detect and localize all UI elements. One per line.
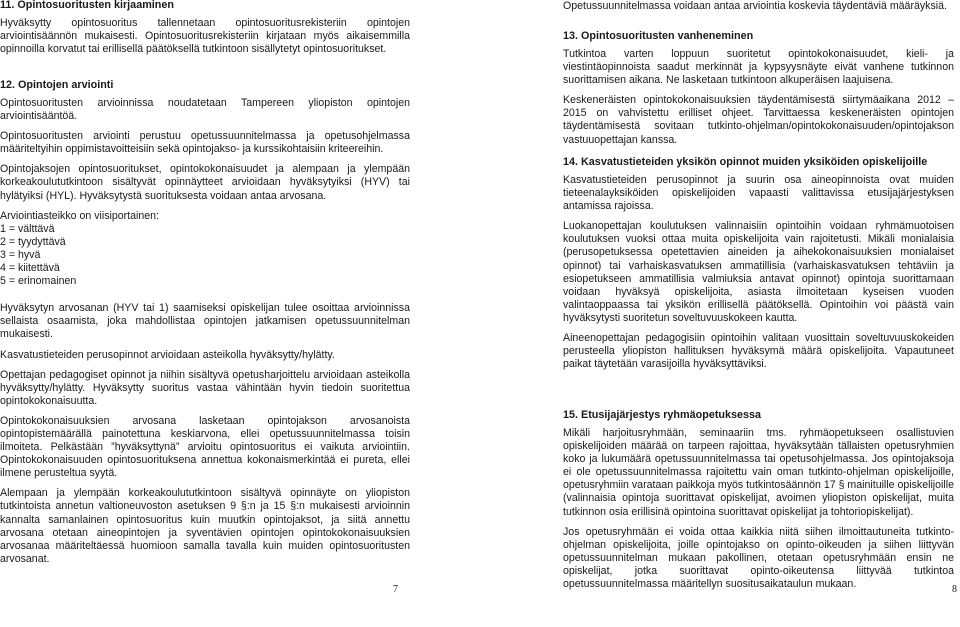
section-12-paragraph: Opintosuoritusten arvioinnissa noudatetaan Tampereen yliopiston opintojen arviointisääntöä. [0,97,410,123]
section-12-paragraph: Opintojaksojen opintosuoritukset, opintokokonaisuudet ja alempaan ja ylempään korkeakoulututkintoon sisältyvät opinnäytteet arvioidaan hyväksytyiksi (HYV) tai hylätyiksi (HYL). Hyväksytystä suorituksesta voidaan antaa arvosana. [0,163,410,202]
section-13-heading: 13. Opintosuoritusten vanheneminen [563,30,754,42]
section-13-paragraph: Tutkintoa varten loppuun suoritetut opintokokonaisuudet, kieli- ja viestintäopinnoista saadut merkinnät ja kypsyysnäyte eivät vanhene tutkinnon suorittamisen aikana. Ne lasketaan tutkintoon alkuperäisen laajuisena. [563,48,954,87]
section-15 [563,409,954,598]
section-12-paragraph: Kasvatustieteiden perusopinnot arvioidaan asteikolla hyväksytty/hylätty. [0,348,335,361]
section-12-paragraph: Hyväksytyn arvosanan (HYV tai 1) saamiseksi opiskelijan tulee osoittaa arvioinnissa sellaista osaamista, joka mahdollistaa opintojen jatkamisen opetussuunnitelman mukaisesti. [0,302,410,341]
section-14-heading: 14. Kasvatustieteiden yksikön opinnot muiden yksiköiden opiskelijoille [563,156,928,168]
section-11-paragraph: Hyväksytty opintosuoritus tallennetaan opintosuoritusrekisteriin opintojen arviointisäännön mukaisesti. Opintosuoritusrekisteriin kirjataan myös aikaisemmilla opinnoilla korvatut tai erillisellä päätöksellä tutkintoon sisällytetyt opintosuoritukset. [0,17,410,56]
section-13-paragraph: Keskeneräisten opintokokonaisuuksien täydentämisestä siirtymäaikana 2012 – 2015 on vahvistettu erilliset ohjeet. Tarvittaessa keskeneräisten opintojen täydentämisestä sovitaan tutkinto-ohjelman/opintokokonaisuuden/opintojakson vastuuopettajan kanssa. [563,94,954,146]
grading-scale-intro: Arviointiasteikko on viisiportainen: [0,209,159,222]
section-12 [0,79,410,573]
section-14-paragraph: Luokanopettajan koulutuksen valinnaisiin opintoihin voidaan ryhmämuotoisen koulutuksen vuoksi ottaa muita opiskelijoita vain rajoitetusti. Mikäli monialaisia (perusopetuksessa opetettavien aineiden ja aihekokonaisuuksien monialaiset opinnot) tai varhaiskasvatuksen ammatillisia (varhaiskasvatuksen tehtäviin ja esiopetukseen ammatillisia valmiuksia antavat opinnot) opintoja suorittamaan voidaan hyväksyä opiskelijoita, asiasta ilmoitetaan kyseisen vuoden valintaoppaassa tai yksikön erillisellä päätöksellä. Opintoihin voi päästä vain hyväksytysti suoritetun soveltuvuuskokeen kautta. [563,220,954,324]
section-15-heading: 15. Etusijajärjestys ryhmäopetuksessa [563,409,762,421]
grading-scale-item: 4 = kiitettävä [0,262,60,275]
grading-scale-item: 1 = välttävä [0,222,55,235]
grading-scale [0,210,410,289]
section-14-paragraph: Aineenopettajan pedagogisiin opintoihin valitaan vuosittain soveltuvuuskokeiden perusteella yliopiston hallituksen hyväksymä määrä opiskelijoita. Vapautuneet paikat täytetään varasijoilla hyväksyttäviksi. [563,332,954,371]
intro-line [563,0,954,20]
page-number: 8 [952,584,957,595]
grading-scale-item: 5 = erinomainen [0,275,77,288]
right-top-line: Opetussuunnitelmassa voidaan antaa arviointia koskevia täydentäviä määräyksiä. [563,0,947,12]
section-12-heading: 12. Opintojen arviointi [0,79,114,91]
section-15-paragraph: Jos opetusryhmään ei voida ottaa kaikkia niitä siihen ilmoittautuneita tutkinto-ohjelman opiskelijoita, joille opintojakso on opinto-oikeuden ja siihen liittyvän opetussuunnitelman mukaan pakollinen, otetaan opetusryhmään ensin ne opiskelijat, jotka suorittavat opinto-oikeutensa liittyvää tutkintoa opetussuunnitelmassa määritellyn suositusaikataulun mukaan. [563,525,954,591]
grading-scale-item: 2 = tyydyttävä [0,235,66,248]
section-14 [563,156,954,378]
section-13 [563,30,954,154]
section-12-paragraph: Alempaan ja ylempään korkeakoulututkintoon sisältyvä opinnäyte on yliopiston tutkintoista annetun valtioneuvoston asetuksen 9 §:n ja 15 §:n mukaisesti arvioinnin kannalta samanlainen opintosuoritus kuin muutkin opintojaksot, ja siitä annettu arvosana otetaan aineopintojen ja syventävien opintojen opintokokonaisuuksien arvosanaa määriteltäessä huomioon samalla tavalla kuin muiden opintosuoritusten arvosanat. [0,487,410,565]
section-11 [0,0,410,63]
section-12-paragraph: Opettajan pedagogiset opinnot ja niihin sisältyvä opetusharjoittelu arvioidaan asteikolla hyväksytty/hylätty. Hyväksytty suoritus vastaa vähintään hyvin tiedoin suoritettua opintokokonaisuutta. [0,368,410,407]
grading-scale-item: 3 = hyvä [0,248,41,261]
page-number: 7 [393,584,398,595]
section-15-paragraph: Mikäli harjoitusryhmään, seminaariin tms. ryhmäopetukseen osallistuvien opiskelijoiden määrää on tarpeen rajoittaa, hyväksytään tällaisten opetusryhmien koko ja lukumäärä opetussuunnitelmassa tai opetusohjelmassa. Jos opintojaksoja ei ole opetussuunnitelmassa rajoitettu vain oman tutkinto-ohjelman opiskelijoille, opetusryhmiin varataan paikkoja myös tutkintosäännön 17 § mainituille opiskelijoille (valinnaisia opintoja suorittavat opiskelijat, avoimen yliopiston opiskelijat, muita tutkinnon osia erillisinä opintoina suorittavat opiskelijat ja tohtoriopiskelijat). [563,427,955,518]
right-page [563,0,957,627]
section-12-paragraph: Opintokokonaisuuksien arvosana lasketaan opintojakson arvosanoista opintopistemäärällä painotettuna keskiarvona, ellei opetussuunnitelmassa toisin ilmoiteta. Pelkästään ”hyväksyttynä” arvioitu opintosuoritus ei vaikuta arviointiin. Opintokokonaisuuden opintosuorituksena annettua kokonaismerkintää ei pureta, ellei ilmene perusteltua syytä. [0,414,410,480]
section-12-paragraph: Opintosuoritusten arviointi perustuu opetussuunnitelmassa ja opetusohjelmassa määriteltyihin oppimistavoitteisiin sekä opintojakso- ja kurssikohtaisiin kriteereihin. [0,130,410,156]
section-11-heading: 11. Opintosuoritusten kirjaaminen [0,0,174,11]
section-14-paragraph: Kasvatustieteiden perusopinnot ja suurin osa aineopinnoista ovat muiden tieteenalayksiköiden opiskelijoiden vapaasti valittavissa etusijajärjestyksen antamissa rajoissa. [563,174,954,213]
left-page [0,0,410,627]
